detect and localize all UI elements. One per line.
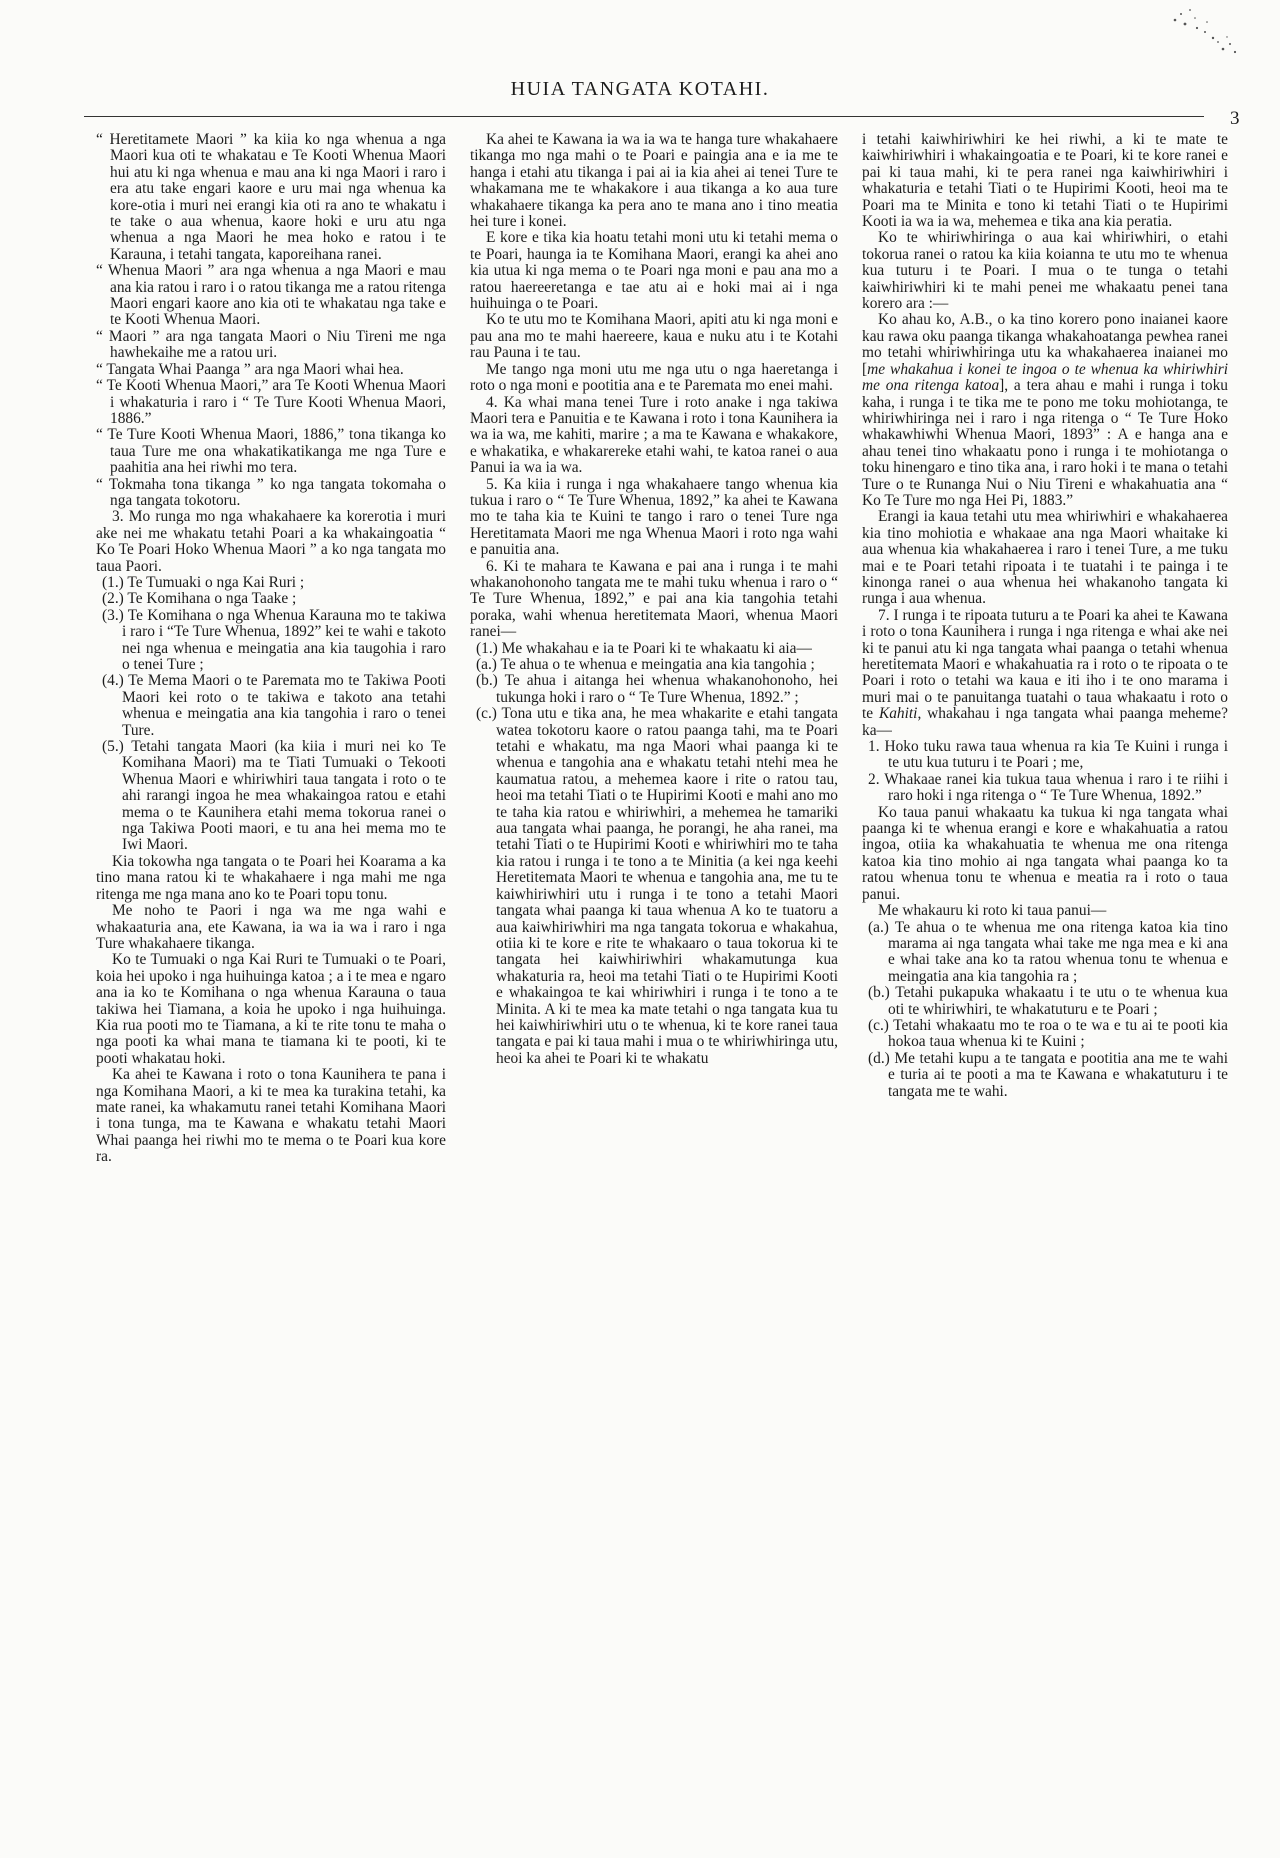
- column-left: [96, 132, 446, 1842]
- paragraph: Ko te utu mo te Komihana Maori, apiti atu ki nga moni e pau ana mo te mahi haereere, kaua e nuku atu i te Kotahi rau Pauna i te tau.: [470, 311, 838, 362]
- list-item: (5.) Tetahi tangata Maori (ka kiia i muri nei ko Te Komihana Maori) ma te Tiati Tumuaki o Tekooti Whenua Maori e whiriwhiri taua tangata i roto o te ahi rarangi ingoa he mea whakaingoa ratou e etahi mema o te Kaunihera etahi mema tokorua ranei o nga Takiwa Pooti maori, e tu ana hei mema mo te Iwi Maori.: [102, 738, 446, 854]
- page-title: HUIA TANGATA KOTAHI.: [510, 78, 770, 100]
- list-item: (3.) Te Komihana o nga Whenua Karauna mo te takiwa i raro i “Te Ture Whenua, 1892” kei te wahi e takoto nei nga whenua e meingatia ana kia taugohia i raro o tenei Ture ;: [102, 606, 446, 673]
- list-item: 2. Whakaae ranei kia tukua taua whenua i raro i te riihi i raro hoki i nga ritenga o “ Te Ture Whenua, 1892.”: [868, 770, 1228, 805]
- paragraph: Erangi ia kaua tetahi utu mea whiriwhiri e whakahaerea kia tino mohiotia e whakaae ana nga Maori whaitake ki aua whenua kia whakahaerea i raro i tenei Ture, a me tuku mai e te Poari tetahi ripoata i te tuatahi i te painga i te kinonga ranei o aua whenua hei whakanoho tangata ki runga i aua whenua.: [862, 508, 1228, 608]
- declaration-text: Ko ahau ko, A.B., o ka tino korero pono inaianei kaore kau rawa oku paanga tikanga whakahoatanga pewhea ranei mo tetahi whiriwhiringa utu ka whakahaerea inaianei mo [: [862, 311, 1228, 378]
- definition-ture-kooti: “ Te Ture Kooti Whenua Maori, 1886,” tona tikanga ko taua Ture me ona whakatikatikanga me nga Ture e paahitia ana hei riwhi mo tera.: [96, 426, 446, 477]
- definition-whenua-maori: “ Whenua Maori ” ara nga whenua a nga Maori e mau ana kia ratou i raro i o ratou tikanga me a ratou ritenga Maori engari kaore ano kia oti te whakatau nga take e te Kooti Whenua Maori.: [96, 262, 446, 329]
- list-item: (a.) Te ahua o te whenua e meingatia ana kia tangohia ;: [476, 656, 815, 673]
- list-item: (2.) Te Komihana o nga Taake ;: [102, 590, 297, 608]
- list-item: (4.) Te Mema Maori o te Paremata mo te Takiwa Pooti Maori kei roto o te takiwa e takoto ana tetahi whenua e meingatia ana kia tangohia i raro o tenei Ture.: [102, 672, 446, 739]
- definition-heretitamete: “ Heretitamete Maori ” ka kiia ko nga whenua a nga Maori kua oti te whakatau e Te Kooti Whenua Maori hui atu ki nga whenua e mau ana ki nga Maori i raro i era atu take engari kaore e uru mai nga whenua ka kore-otia i muri nei erangi kia oti ra ano te whakatu i te take o aua whenua, kaore hoki e uru atu nga whenua a nga Maori he mea hoko e ratou i te Karauna, i tetahi tangata, kaporeihana ranei.: [96, 132, 446, 263]
- list-item: (1.) Te Tumuaki o nga Kai Ruri ;: [102, 573, 305, 591]
- header-rule: [84, 116, 1204, 117]
- list-item: (c.) Tona utu e tika ana, he mea whakarite e etahi tangata watea tokotoru kaore o ratou paanga tahi, ma te Poari tetahi e whakatu, ma nga Maori whai paanga ki te whenua e tangohia ana e whakatu tetahi ntehi mea he kaumatua ratou, a mehemea kaore i rite o ratou tau, heoi ma tetahi Tiati o te Hupirimi Kooti e mahi ano mo te taha kia ratou e whiriwhiri, a mehemea he tamariki aua tangata whai paanga, he porangi, he aha ranei, ma tetahi Tiati o te Hupirimi Kooti e whiriwhiri mo te taha kia ratou i runga i te tono a te Minitia (a kei nga keehi Heretitemata Maori te whenua e tangohia ana, me tu te kaiwhiriwhiri utu i runga i te tono a tetahi Maori tangata whai paanga ki taua whenua A ko te tuatoru a aua kaiwhiriwhiri ma nga tangata tokorua e whakahua, otiia ki te kore e rite te whakaaro o taua tokorua ki te tangata hei kaiwhiriwhiri whakamutunga kua whakaturia ra, heoi ma tetahi Tiati o te Hupirimi Kooti e whakaingoa te kai whiriwhiri i runga i te tono a te Minita. A ki te mea ka mate tetahi o nga tangata kua tu hei kaiwhiriwhiri utu o te whenua, ki te kore ranei taua tangata e pai ki taua mahi i mua o te whiriwhiringa utu, heoi ka ahei te Poari ki te whakatu: [476, 705, 838, 1067]
- section-7-text: 7. I runga i te ripoata tuturu a te Poari ka ahei te Kawana i roto o tona Kaunihera i runga i nga ritenga e whai ake nei ki te panui atu ki nga tangata whai paanga o tetahi whenua heretitemata Maori e whakahuatia ra i roto o te ripoata o te Poari i roto o tetahi wa kaua e iti iho i te ono marama i muri mai o te panuitanga tuatahi o taua whakaatu i roto o te: [862, 606, 1228, 723]
- list-item: (a.) Te ahua o te whenua me ona ritenga katoa kia tino marama ai nga tangata whai take me nga mea e ki ana e whai take ana ko ta ratou whenua tonu te whenua e meingatia ana kia tangohia ra ;: [868, 918, 1228, 985]
- section-6: 6. Ki te mahara te Kawana e pai ana i runga i te mahi whakanohonoho tangata me te mahi tuku whenua i raro o “ Te Ture Whenua, 1892,” e pai ana kia tangohia tetahi poraka, wahi whenua heretitemata Maori, whenua Maori ranei—: [470, 557, 838, 641]
- section-5: 5. Ka kiia i runga i nga whakahaere tango whenua kia tukua i raro o “ Te Ture Whenua, 1892,” ka ahei te Kawana mo te taha kia te Kuini te tango i raro o tenei Ture nga Heretitamata Maori me nga Whenua Maori i roto nga wahi e panuitia ana.: [470, 475, 838, 559]
- paragraph: Ko taua panui whakaatu ka tukua ki nga tangata whai paanga ki te whenua erangi e kore e whakahuatia a ratou ingoa, otiia ka whakahuatia te whenua me ona ritenga katoa kia tino mohio ai nga tangata whai paanga ko ta ratou whenua tonu te whenua e meatia ra i roto o taua panui.: [862, 803, 1228, 903]
- paragraph: Kia tokowha nga tangata o te Poari hei Koarama a ka tino mana ratou ki te whakahaere i nga mahi me nga ritenga me nga mana ano ko te Poari topu tonu.: [96, 852, 446, 903]
- paragraph: Ka ahei te Kawana i roto o tona Kaunihera te pana i nga Komihana Maori, a ki te mea ka turakina tetahi, ka mate ranei, ka whakamutu ranei tetahi Komihana Maori i tona tunga, ma te Kawana e whakatu tetahi Maori Whai paanga hei riwhi mo te mema o te Poari kua kore ra.: [96, 1066, 446, 1166]
- declaration-text-cont: ], a tera ahau e mahi i runga i toku kaha, i runga i te tika me te pono me toku mohiotanga, te whiriwhiringa nei i raro i nga ritenga o “ Te Ture Hoko whakawhiwhi Whenua Maori, 1893” : A e hanga ana e ahau tenei tino whakaatu pono i runga i te mohiotanga o toku hinengaro e tino tika ana, i raro hoki i te mana o tetahi Ture o te Runanga Nui o Niu Tireni e whakahuatia ana “ Ko Te Ture mo nga Hei Pi, 1883.”: [862, 377, 1228, 509]
- column-right: [862, 132, 1228, 1842]
- paragraph: Me whakauru ki roto ki taua panui—: [878, 902, 1107, 920]
- paragraph: Ka ahei te Kawana ia wa ia wa te hanga ture whakahaere tikanga mo nga mahi o te Poari e paingia ana e ia me te hanga i etahi atu tikanga i pai ai ia kia ahei ai tenei Ture te whakamana me te whakakore i aua tikanga a ko aua ture whakahaere tikanga ka pera ano te mana ano i tino meatia hei ture i konei.: [470, 132, 838, 231]
- paragraph: Ko te whiriwhiringa o aua kai whiriwhiri, o etahi tokorua ranei o ratou ka kiia koianna te utu mo te whenua kua tuturu i te Poari. I mua o te tunga o tetahi kaiwhiriwhiri ki te mahi penei me whakaatu penei tana korero ara :—: [862, 229, 1228, 313]
- definition-tangata-whai-paanga: “ Tangata Whai Paanga ” ara nga Maori whai hea.: [96, 360, 404, 378]
- definition-kooti: “ Te Kooti Whenua Maori,” ara Te Kooti Whenua Maori i whakaturia i raro i “ Te Ture Kooti Whenua Maori, 1886.”: [96, 377, 446, 427]
- paragraph: Me tango nga moni utu me nga utu o nga haeretanga i roto o nga moni e pootitia ana e te Paremata mo enei mahi.: [470, 360, 838, 395]
- list-item: (1.) Me whakahau e ia te Poari ki te whakaatu ki aia—: [476, 639, 812, 657]
- paragraph: i tetahi kaiwhiriwhiri ke hei riwhi, a ki te mate te kaiwhiriwhiri i whakaingoatia e te Poari, ki te kore ranei e pai ki taua mahi, ki te pera ranei nga kaiwhiriwhiri i whakaturia e tetahi Tiati o te Hupirimi Kooti, heoi ma te Poari ma te Minita e tono ki tetahi Tiati o te Hupirimi Kooti ia wa ia wa, mehemea e tika ana kia peratia.: [862, 132, 1228, 231]
- running-header: [0, 78, 1280, 129]
- list-item: 1. Hoko tuku rawa taua whenua ra kia Te Kuini i runga i te utu kua tuturu i te Poari ; me,: [868, 738, 1228, 772]
- section-4: 4. Ka whai mana tenei Ture i roto anake i nga takiwa Maori tera e Panuitia e te Kawana i roto i tona Kaunihera ia wa ia wa, me kahiti, marire ; a ma te Kawana e whakakore, e whakatika, e whakarereke etahi wahi, te katoa ranei o aua Panui ia wa ia wa.: [470, 393, 838, 477]
- declaration-italic: me whakahua i konei te ingoa o te whenua ka whiriwhiri me ona ritenga katoa: [862, 360, 1228, 395]
- section-7: [862, 608, 1228, 739]
- kahiti-italic: Kahiti: [878, 705, 918, 723]
- list-item: (c.) Tetahi whakaatu mo te roa o te wa e tu ai te pooti kia hokoa taua whenua ki te Kuini ;: [868, 1016, 1228, 1051]
- paragraph: E kore e tika kia hoatu tetahi moni utu ki tetahi mema o te Poari, haunga ia te Komihana Maori, erangi ka ahei ano kia utua ki nga mema o te Poari nga moni e pau ana mo a ratou haereeretanga e tae atu ai e hoki mai ai i nga huihuinga o te Poari.: [470, 229, 838, 313]
- print-specks: [1095, 2, 1265, 62]
- paragraph: Ko te Tumuaki o nga Kai Ruri te Tumuaki o te Poari, koia hei upoko i nga huihuinga katoa ; a i te mea e ngaro ana ia ko te Komihana o nga whenua Karauna o taua takiwa hei Tiamana, a koia he upoko i nga huihuinga. Kia rua pooti mo te Tiamana, a ki te rite tonu te maha o nga pooti ka whai mana te tiamana ki te pooti, ki te pooti whakatau hoki.: [96, 951, 446, 1067]
- column-middle: [470, 132, 838, 1842]
- paragraph: Me noho te Paori i nga wa me nga wahi e whakaaturia ana, ete Kawana, ia wa ia wa i raro i nga Ture whakahaere tikanga.: [96, 902, 446, 952]
- section-7-text-cont: , whakahau i nga tangata whai paanga meheme? ka—: [862, 705, 1228, 739]
- list-item: (d.) Me tetahi kupu a te tangata e pootitia ana me te wahi e turia ai te pooti a ma te Kawana e whakatuturu i te tangata me te wahi.: [868, 1049, 1228, 1100]
- list-item: (b.) Te ahua i aitanga hei whenua whakanohonoho, hei tukunga hoki i raro o “ Te Ture Whenua, 1892.” ;: [476, 672, 838, 706]
- page-number: 3: [1230, 108, 1240, 129]
- section-3: 3. Mo runga mo nga whakahaere ka korerotia i muri ake nei me whakatu tetahi Poari a ka whakaingoatia “ Ko Te Poari Hoko Whenua Maori ” a ko nga tangata mo taua Paori.: [96, 508, 446, 575]
- definition-tokomaha: “ Tokmaha tona tikanga ” ko nga tangata tokomaha o nga tangata tokotoru.: [96, 475, 446, 509]
- list-item: (b.) Tetahi pukapuka whakaatu i te utu o te whenua kua oti te whiriwhiri, te whakatuturu e te Poari ;: [868, 984, 1228, 1018]
- definition-maori: “ Maori ” ara nga tangata Maori o Niu Tireni me nga hawhekaihe me a ratou uri.: [96, 327, 446, 362]
- declaration: [862, 312, 1228, 509]
